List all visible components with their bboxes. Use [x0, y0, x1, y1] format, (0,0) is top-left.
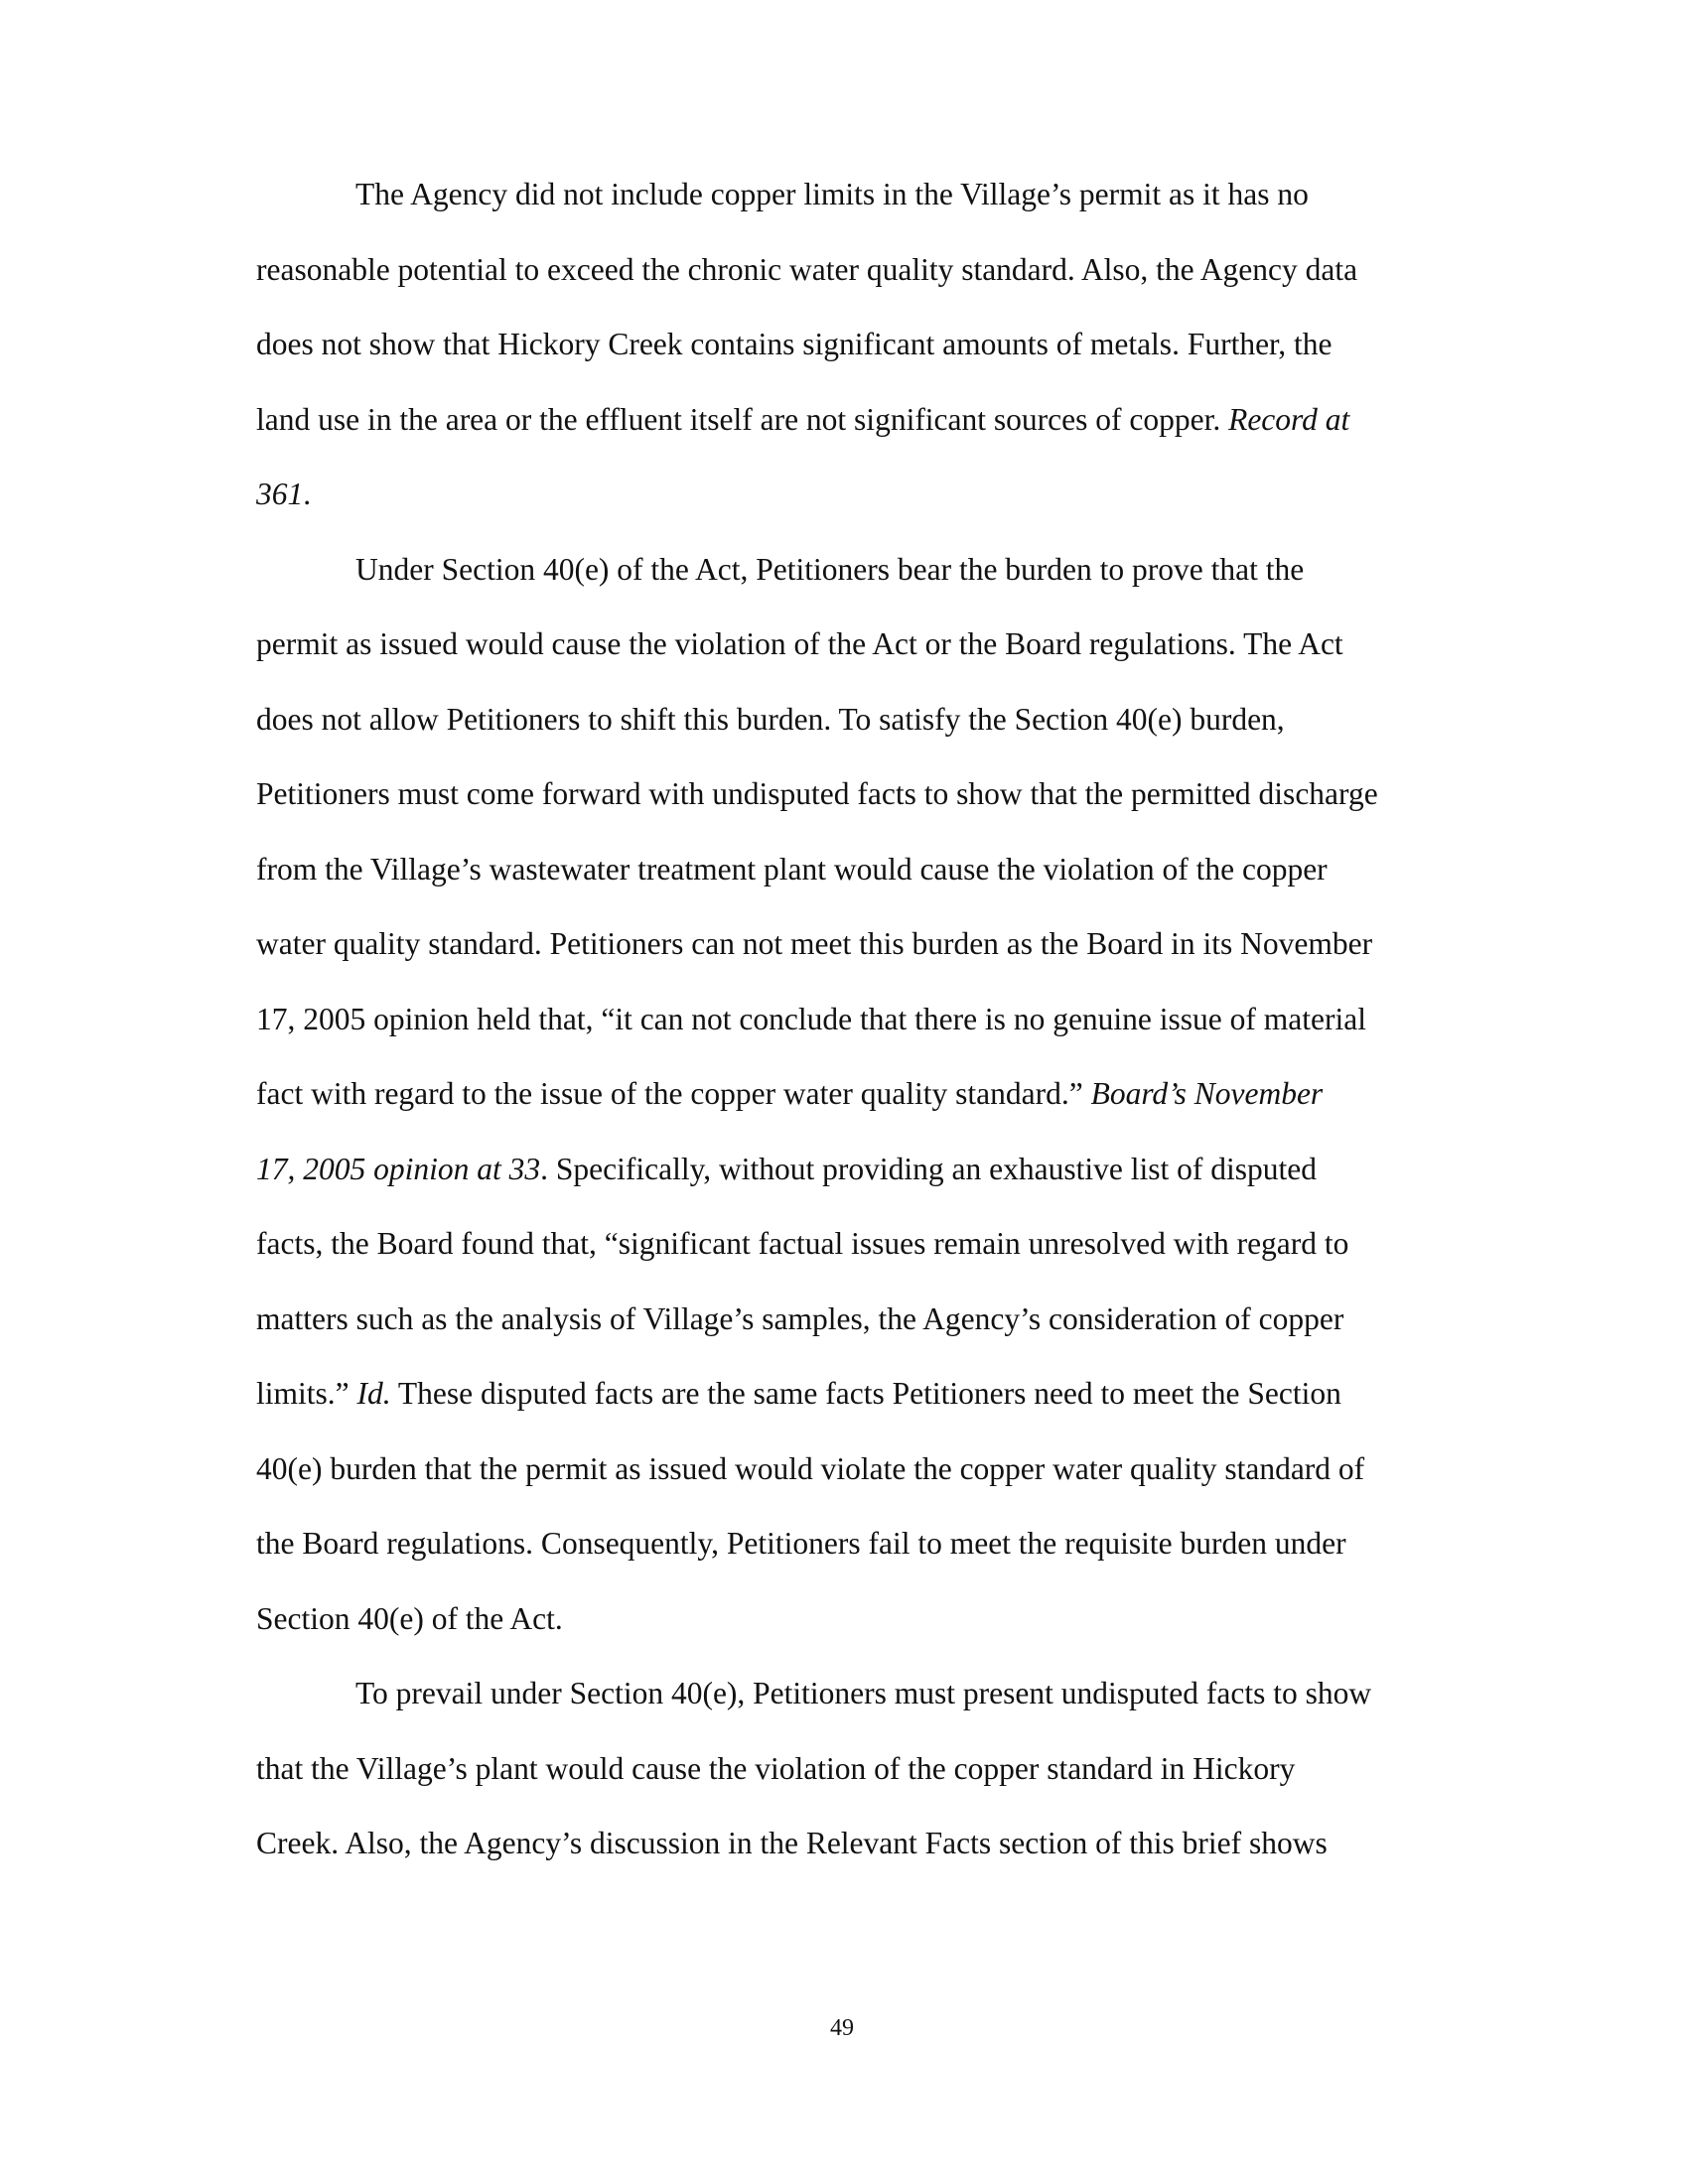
text-line: that the Village’s plant would cause the violation of the copper standard in Hickory — [256, 1750, 1296, 1786]
text-line: Creek. Also, the Agency’s discussion in the Relevant Facts section of this brief shows — [256, 1826, 1328, 1860]
text-line: the Board regulations. Consequently, Petitioners fail to meet the requisite burden under — [256, 1526, 1346, 1561]
text-line: facts, the Board found that, “significant factual issues remain unresolved with regard to — [256, 1226, 1349, 1261]
text-line: Petitioners must come forward with undisputed facts to show that the permitted discharge — [256, 776, 1378, 811]
text-line: reasonable potential to exceed the chronic water quality standard. Also, the Agency data — [256, 251, 1358, 287]
text-line: water quality standard. Petitioners can not meet this burden as the Board in its November — [256, 926, 1373, 961]
document-body — [256, 157, 1448, 1881]
text-line: Under Section 40(e) of the Act, Petitioners bear the burden to prove that the — [355, 551, 1305, 587]
text-line: 17, 2005 opinion at 33. Specifically, without providing an exhaustive list of disputed — [256, 1151, 1317, 1186]
page-number: 49 — [830, 2015, 854, 2041]
text-line: matters such as the analysis of Village’s samples, the Agency’s consideration of copper — [256, 1300, 1344, 1336]
citation-id: Id. — [356, 1376, 391, 1411]
text-line: does not show that Hickory Creek contains significant amounts of metals. Further, the — [256, 327, 1333, 361]
text-line: 361. — [256, 477, 312, 511]
citation-record-page: 361 — [256, 477, 304, 511]
citation-board-opinion: Board’s November — [1090, 1076, 1324, 1111]
text-line: land use in the area or the effluent itself are not significant sources of copper. Record at — [256, 401, 1350, 437]
text-line: The Agency did not include copper limits in the Village’s permit as it has no — [355, 177, 1309, 211]
text-line: permit as issued would cause the violation of the Act or the Board regulations. The Act — [256, 626, 1343, 661]
text-line: from the Village’s wastewater treatment plant would cause the violation of the copper — [256, 851, 1328, 887]
citation-board-opinion-page: 17, 2005 opinion at 33 — [256, 1151, 541, 1186]
text-line: 17, 2005 opinion held that, “it can not conclude that there is no genuine issue of material — [256, 1001, 1366, 1036]
text-line: does not allow Petitioners to shift this burden. To satisfy the Section 40(e) burden, — [256, 701, 1285, 737]
paragraph-section-40e-burden — [256, 532, 1448, 1657]
text-line: 40(e) burden that the permit as issued would violate the copper water quality standard of — [256, 1450, 1365, 1486]
paragraph-to-prevail — [256, 1656, 1448, 1881]
citation-record: Record at — [1228, 401, 1350, 437]
text-line: To prevail under Section 40(e), Petitioners must present undisputed facts to show — [355, 1676, 1372, 1710]
text-line: limits.” Id. These disputed facts are the same facts Petitioners need to meet the Section — [256, 1376, 1341, 1411]
text-line: fact with regard to the issue of the copper water quality standard.” Board’s November — [256, 1076, 1324, 1111]
text-line: Section 40(e) of the Act. — [256, 1600, 563, 1636]
paragraph-copper-limits — [256, 157, 1448, 532]
